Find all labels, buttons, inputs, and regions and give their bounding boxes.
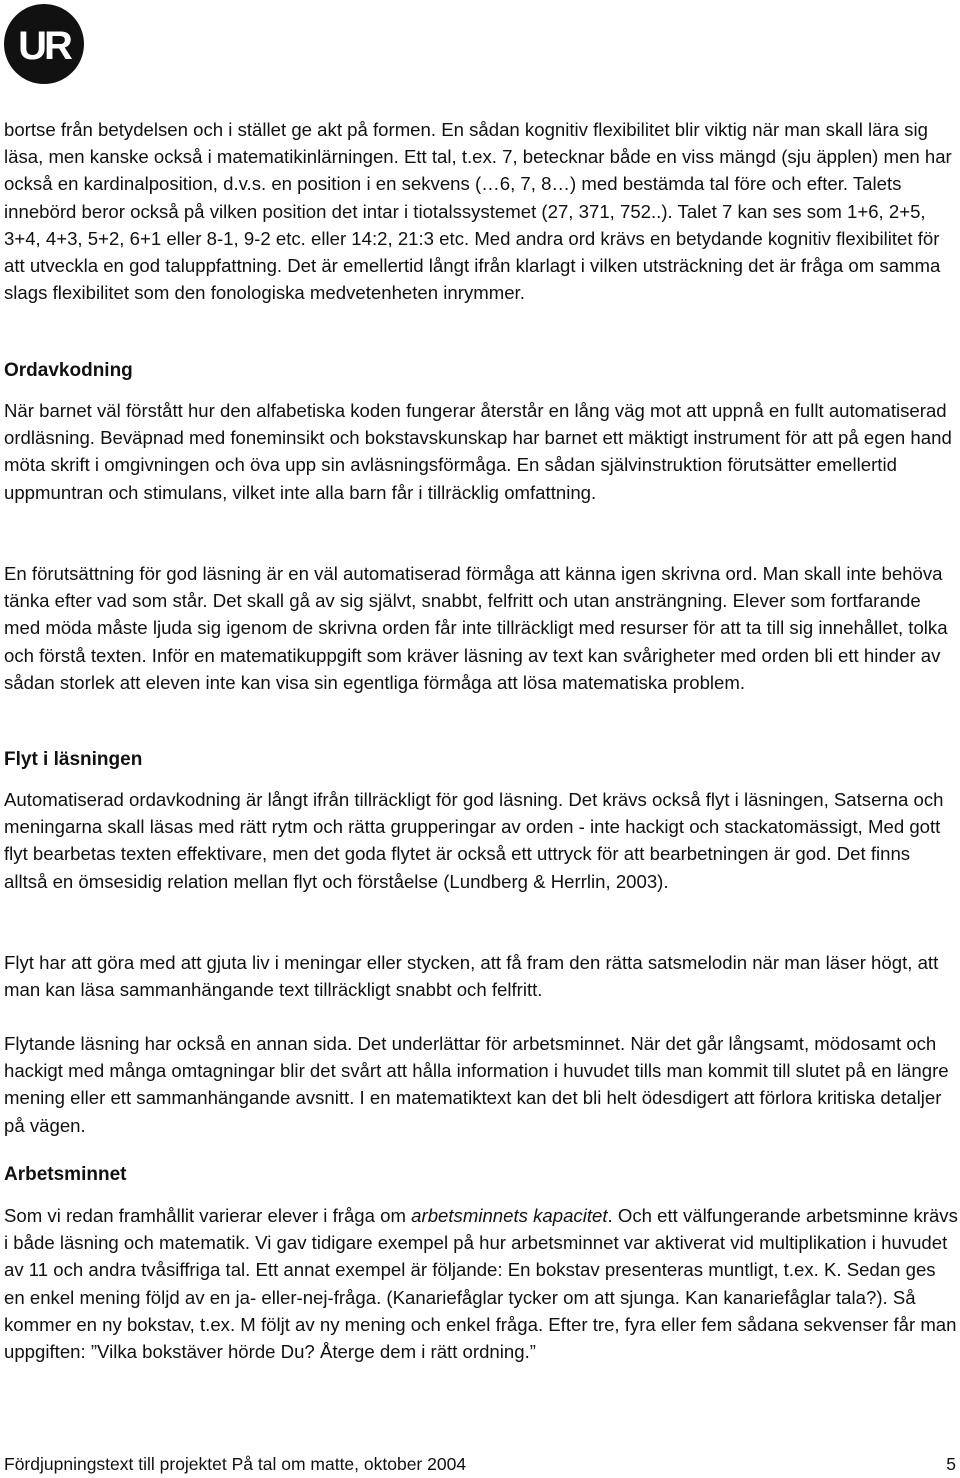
paragraph-arbetsminnet-start: Som vi redan framhållit varierar elever i fråga om — [4, 1205, 412, 1226]
paragraph-ordavkodning-2: En förutsättning för god läsning är en väl automatiserad förmåga att känna igen skrivna ord. Man skall inte behöva tänka efter vad som står. Det skall gå av sig självt, snabbt, felfritt och utan ansträngning. Elever som fortfarande med möda måste ljuda sig igenom de skrivna orden får inte tillräckligt med resurser för att ta till sig innehållet, tolka och förstå texten. Inför en matematikuppgift som kräver läsning av text kan svårigheter med orden bli ett hinder av sådan storlek att eleven inte kan visa sin egentliga förmåga att lösa matematiska problem. — [4, 563, 948, 693]
ur-logo — [3, 3, 85, 85]
page-number: 5 — [946, 1454, 956, 1474]
paragraph-flyt-2: Flyt har att göra med att gjuta liv i meningar eller stycken, att få fram den rätta satsmelodin när man läser högt, att man kan läsa sammanhängande text tillräckligt snabbt och felfritt. — [4, 952, 939, 1001]
paragraph-arbetsminnet-italic: arbetsminnets kapacitet — [411, 1205, 608, 1226]
paragraph-arbetsminnet-end: . Och ett välfungerande arbetsminne krävs i både läsning och matematik. Vi gav tidigare exempel på hur arbetsminnet var aktiverat vid multiplikation i huvudet av 11 och andra tvåsiffriga tal. Ett annat exempel är följande: En bokstav presenteras muntligt, t.ex. K. Sedan ges en enkel mening följd av en ja- eller-nej-fråga. (Kanariefåglar tycker om att sjunga. Kan kanariefåglar tala?). Så kommer en ny bokstav, t.ex. M följt av ny mening och enkel fråga. Efter tre, fyra eller fem sådana sekvenser får man uppgiften: ”Vilka bokstäver hörde Du? Återge dem i rätt ordning.” — [4, 1205, 958, 1363]
paragraph-arbetsminnet — [4, 1202, 958, 1365]
ur-logo-text: UR — [18, 24, 70, 68]
paragraph-flexibility: bortse från betydelsen och i stället ge akt på formen. En sådan kognitiv flexibilitet blir viktig när man skall lära sig läsa, men kanske också i matematikinlärningen. Ett tal, t.ex. 7, betecknar både en viss mängd (sju äpplen) men har också en kardinalposition, d.v.s. en position i en sekvens (…6, 7, 8…) med bestämda tal före och efter. Talets innebörd beror också på vilken position det intar i tiotalssystemet (27, 371, 752..). Talet 7 kan ses som 1+6, 2+5, 3+4, 4+3, 5+2, 6+1 eller 8-1, 9-2 etc. eller 14:2, 21:3 etc. Med andra ord krävs en betydande kognitiv flexibilitet för att utveckla en god taluppfattning. Det är emellertid långt ifrån klarlagt i vilken utsträckning det är fråga om samma slags flexibilitet som den fonologiska medvetenheten inrymmer. — [4, 119, 952, 304]
paragraph-flyt-1: Automatiserad ordavkodning är långt ifrån tillräckligt för god läsning. Det krävs också flyt i läsningen, Satserna och meningarna skall läsas med rätt rytm och rätta grupperingar av orden - inte hackigt och stackatomässigt, Med gott flyt bearbetas texten effektivare, men det goda flytet är också ett uttryck för att bearbetningen är god. Det finns alltså en ömsesidig relation mellan flyt och förståelse (Lundberg & Herrlin, 2003). — [4, 789, 944, 892]
footer-text: Fördjupningstext till projektet På tal om matte, oktober 2004 — [4, 1454, 467, 1474]
heading-flyt: Flyt i läsningen — [4, 749, 143, 770]
heading-arbetsminnet: Arbetsminnet — [4, 1164, 127, 1185]
heading-ordavkodning: Ordavkodning — [4, 360, 133, 381]
paragraph-ordavkodning-1: När barnet väl förstått hur den alfabetiska koden fungerar återstår en lång väg mot att uppnå en fullt automatiserad ordläsning. Beväpnad med foneminsikt och bokstavskunskap har barnet ett mäktigt instrument för att på egen hand möta skrift i omgivningen och öva upp sin avläsningsförmåga. En sådan självinstruktion förutsätter emellertid uppmuntran och stimulans, vilket inte alla barn får i tillräcklig omfattning. — [4, 400, 952, 503]
paragraph-flyt-3: Flytande läsning har också en annan sida. Det underlättar för arbetsminnet. När det går långsamt, mödosamt och hackigt med många omtagningar blir det svårt att hålla information i huvudet tills man kommit till slutet på en längre mening eller ett sammanhängande avsnitt. I en matematiktext kan det bli helt ödesdigert att förlora kritiska detaljer på vägen. — [4, 1033, 949, 1136]
